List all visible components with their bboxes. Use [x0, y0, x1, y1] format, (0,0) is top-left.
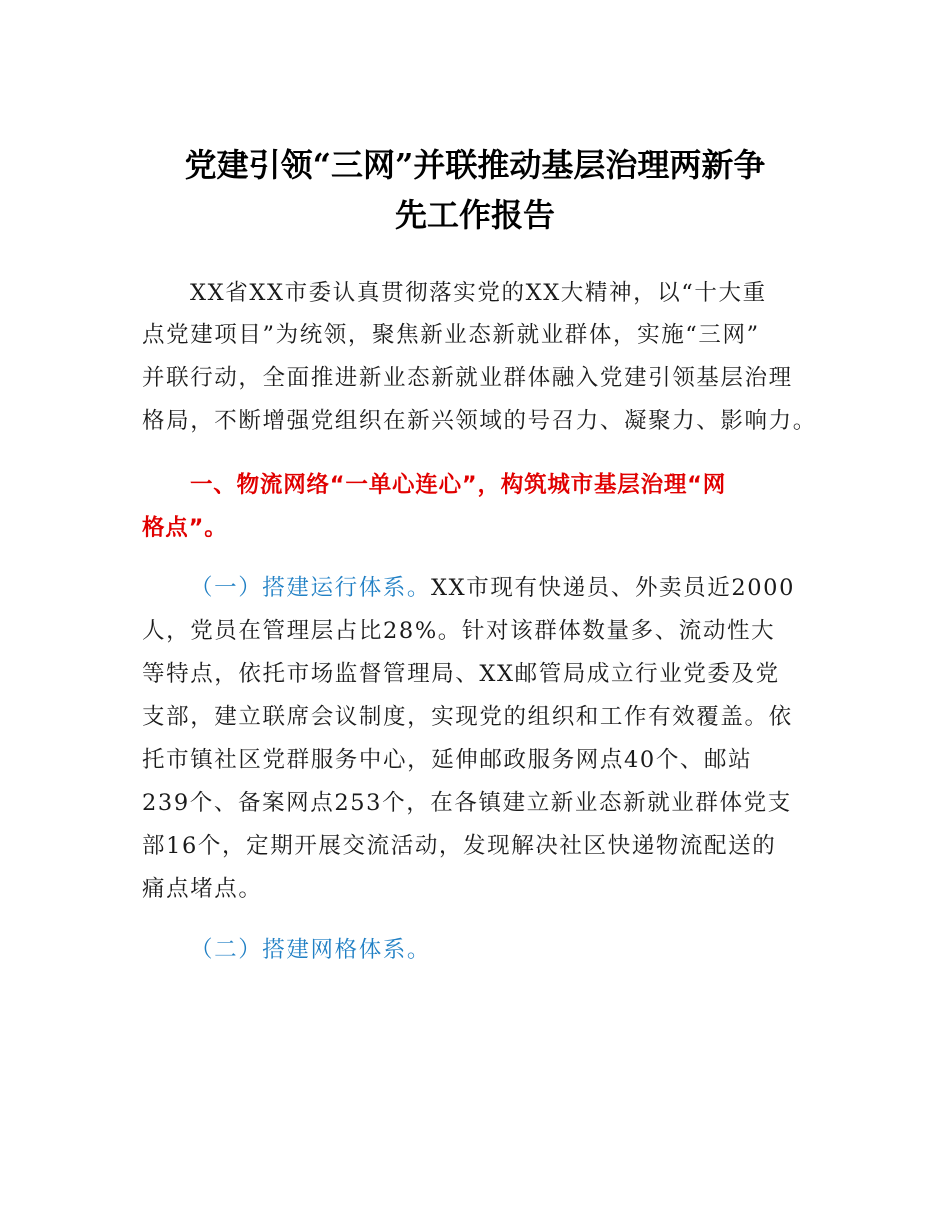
title-line-2: 先工作报告 [394, 196, 555, 234]
subsection-1-line-5: 托市镇社区党群服务中心，延伸邮政服务网点40个、邮站 [142, 747, 753, 773]
section-heading-1: 一、物流网络“一单心连心”，构筑城市基层治理“网 [190, 472, 727, 498]
section-heading-1-cont: 格点”。 [142, 515, 228, 541]
subsection-1-line-4: 支部，建立联席会议制度，实现党的组织和工作有效覆盖。依 [142, 704, 793, 730]
intro-line-2: 点党建项目”为统领，聚焦新业态新就业群体，实施“三网” [142, 322, 760, 348]
title-line-1: 党建引领“三网”并联推动基层治理两新争 [184, 146, 766, 184]
subsection-1-line-1 [190, 573, 795, 603]
intro-line-4: 格局，不断增强党组织在新兴领域的号召力、凝聚力、影响力。 [142, 408, 817, 434]
intro-line-3: 并联行动，全面推进新业态新就业群体融入党建引领基层治理 [142, 365, 793, 391]
subsection-1-line-6: 239个、备案网点253个，在各镇建立新业态新就业群体党支 [142, 790, 792, 816]
subsection-1-label: （一）搭建运行体系。 [190, 575, 432, 601]
intro-line-1: XX省XX市委认真贯彻落实党的XX大精神，以“十大重 [190, 280, 767, 306]
subsection-1-text: XX市现有快递员、外卖员近2000 [431, 575, 796, 601]
document-title [130, 140, 820, 240]
subsection-1-line-8: 痛点堵点。 [142, 876, 263, 902]
subsection-2-label: （二）搭建网格体系。 [190, 937, 432, 963]
subsection-1-line-2: 人，党员在管理层占比28%。针对该群体数量多、流动性大 [142, 618, 776, 644]
subsection-1-line-7: 部16个，定期开展交流活动，发现解决社区快递物流配送的 [142, 833, 777, 859]
subsection-1-line-3: 等特点，依托市场监督管理局、XX邮管局成立行业党委及党 [142, 661, 780, 687]
